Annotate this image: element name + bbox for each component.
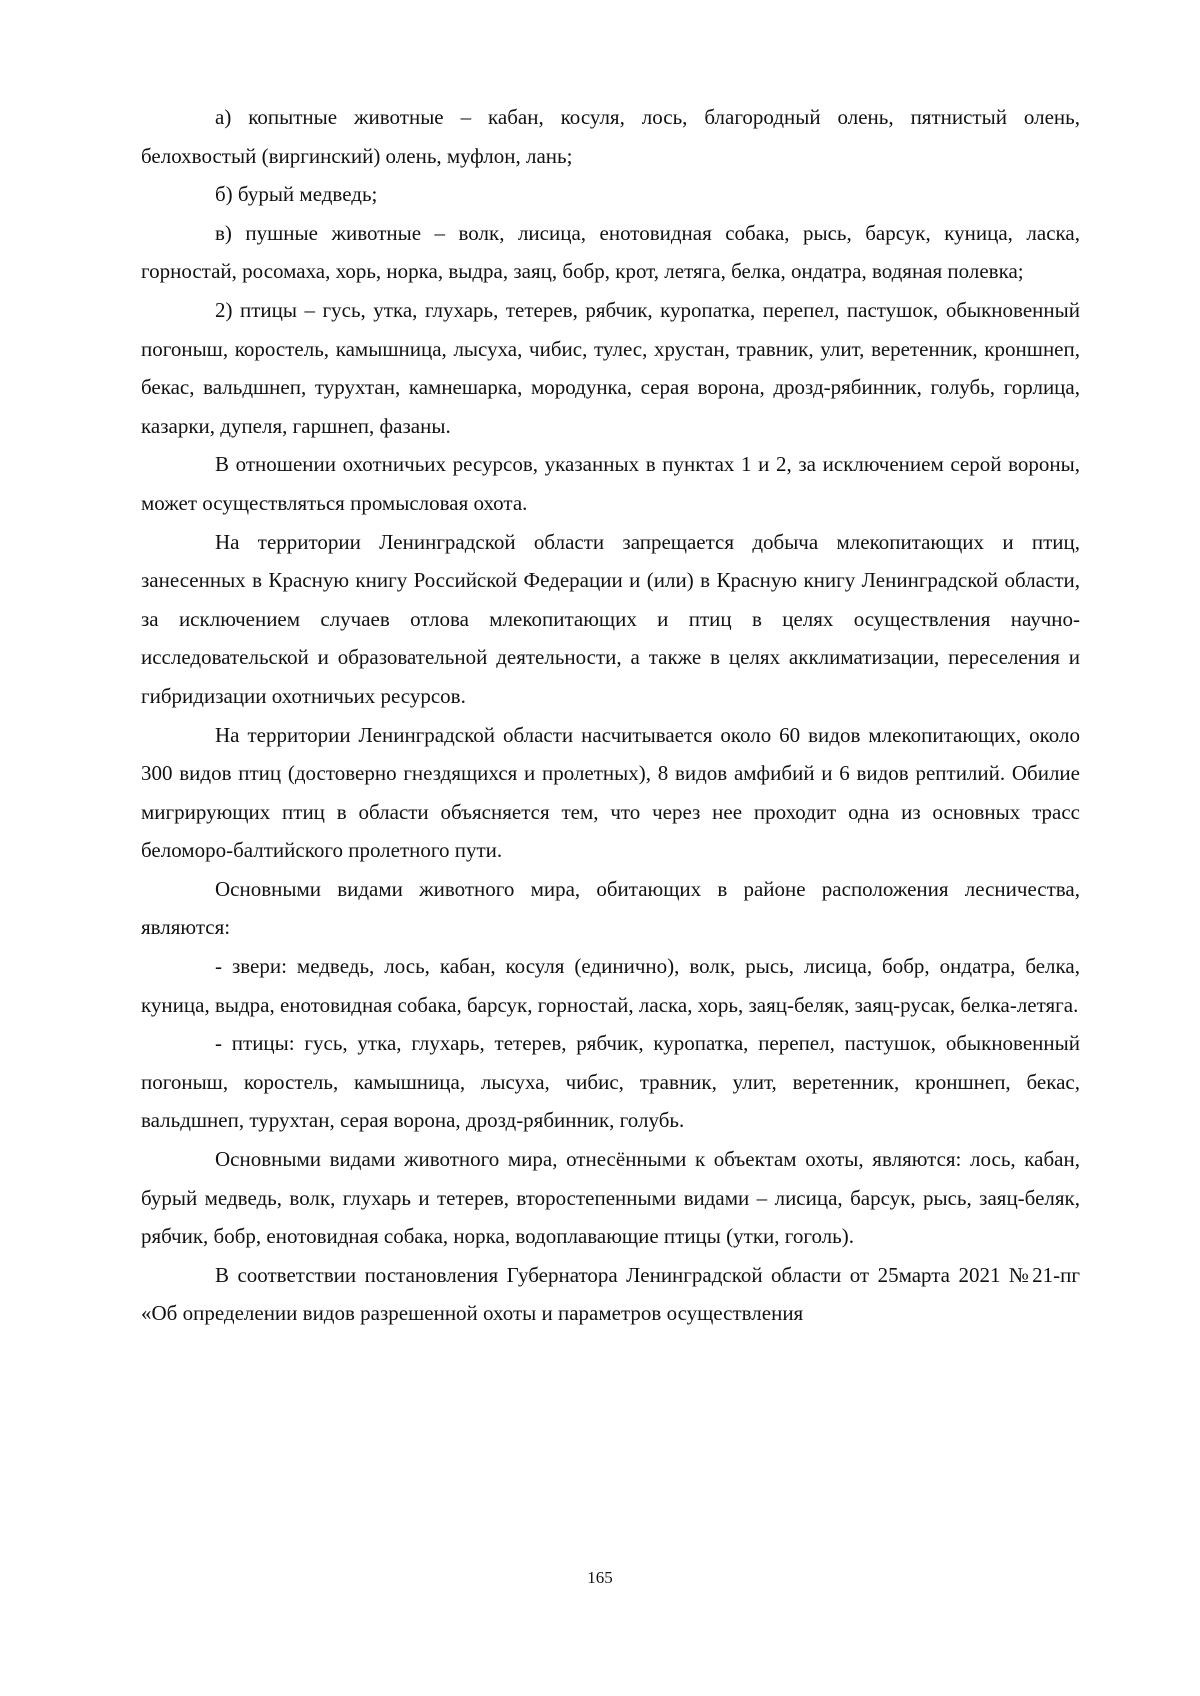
paragraph-species-count: На территории Ленинградской области насчитывается около 60 видов млекопитающих, около 300 видов птиц (достоверно гнездящихся и пролетных), 8 видов амфибий и 6 видов рептилий. Обилие мигрирующих птиц в области объясняется тем, что через нее проходит одна из основных трасс беломоро-балтийского пролетного пути. [141, 722, 1080, 863]
paragraph-birds-list: - птицы: гусь, утка, глухарь, тетерев, рябчик, куропатка, перепел, пастушок, обыкновенный погоныш, коростель, камышница, лысуха, чибис, травник, улит, веретенник, кроншнеп, бекас, вальдшнеп, турухтан, серая ворона, дрозд-рябинник, голубь. [141, 1031, 1080, 1133]
paragraph-ungulates: а) копытные животные – кабан, косуля, лось, благородный олень, пятнистый олень, белохвостый (виргинский) олень, муфлон, лань; [141, 105, 1080, 168]
page-number: 165 [587, 1568, 613, 1587]
body-text [141, 98, 1080, 1333]
paragraph-red-book-ban: На территории Ленинградской области запрещается добыча млекопитающих и птиц, занесенных в Красную книгу Российской Федерации и (или) в Красную книгу Ленинградской области, за исключением случаев отлова млекопитающих и птиц в целях осуществления научно-исследовательской и образовательной деятельности, а также в целях акклиматизации, переселения и гибридизации охотничьих ресурсов. [141, 529, 1080, 708]
paragraph-fur-animals: в) пушные животные – волк, лисица, енотовидная собака, рысь, барсук, куница, ласка, горностай, росомаха, хорь, норка, выдра, заяц, бобр, крот, летяга, белка, ондатра, водяная полевка; [141, 220, 1080, 284]
paragraph-brown-bear: б) бурый медведь; [215, 182, 378, 207]
paragraph-main-species-intro: Основными видами животного мира, обитающих в районе расположения лесничества, являются: [141, 876, 1080, 940]
paragraph-commercial-hunting: В отношении охотничьих ресурсов, указанных в пунктах 1 и 2, за исключением серой вороны, может осуществляться промысловая охота. [141, 452, 1080, 515]
paragraph-governor-decree: В соответствии постановления Губернатора Ленинградской области от 25марта 2021 №21-пг «Об определении видов разрешенной охоты и параметров осуществления [141, 1262, 1080, 1326]
paragraph-game-species: Основными видами животного мира, отнесёнными к объектам охоты, являются: лось, кабан, бурый медведь, волк, глухарь и тетерев, второстепенными видами – лисица, барсук, рысь, заяц-беляк, рябчик, бобр, енотовидная собака, норка, водоплавающие птицы (утки, гоголь). [141, 1147, 1080, 1249]
paragraph-mammals-list: - звери: медведь, лось, кабан, косуля (единично), волк, рысь, лисица, бобр, ондатра, белка, куница, выдра, енотовидная собака, барсук, горностай, ласка, хорь, заяц-беляк, заяц-русак, белка-летяга. [141, 954, 1080, 1017]
paragraph-birds: 2) птицы – гусь, утка, глухарь, тетерев, рябчик, куропатка, перепел, пастушок, обыкновенный погоныш, коростель, камышница, лысуха, чибис, тулес, хрустан, травник, улит, веретенник, кроншнеп, бекас, вальдшнеп, турухтан, камнешарка, мородунка, серая ворона, дрозд-рябинник, голубь, горлица, казарки, дупеля, гаршнеп, фазаны. [141, 297, 1080, 438]
